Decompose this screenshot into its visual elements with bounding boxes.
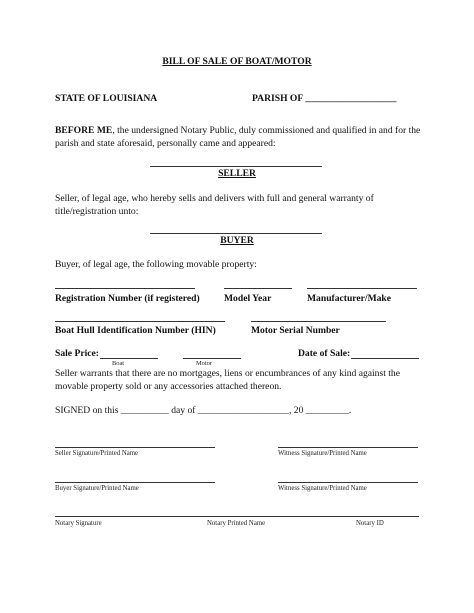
parish-label: PARISH OF ___________________	[252, 93, 397, 104]
seller-signature-line[interactable]	[55, 447, 215, 448]
seller-signature-label: Seller Signature/Printed Name	[55, 450, 139, 457]
motor-price-caption: Motor	[196, 360, 212, 367]
state-label: STATE OF LOUISIANA	[55, 93, 158, 104]
buyer-paragraph: Buyer, of legal age, the following movable property:	[55, 259, 257, 270]
motor-serial-label: Motor Serial Number	[251, 325, 340, 336]
notary-printed-name-label: Notary Printed Name	[207, 520, 266, 527]
boat-price-line[interactable]	[100, 358, 158, 359]
buyer-name-line[interactable]	[150, 233, 322, 234]
motor-price-line[interactable]	[183, 358, 241, 359]
witness2-signature-line[interactable]	[278, 482, 418, 483]
seller-name-line[interactable]	[150, 166, 322, 167]
model-year-line[interactable]	[224, 288, 292, 289]
notary-id-label: Notary ID	[356, 520, 384, 527]
manufacturer-label: Manufacturer/Make	[307, 293, 392, 304]
witness1-signature-line[interactable]	[278, 447, 418, 448]
document-title: BILL OF SALE OF BOAT/MOTOR	[162, 56, 312, 67]
buyer-signature-line[interactable]	[55, 482, 215, 483]
registration-number-line[interactable]	[55, 288, 195, 289]
witness1-signature-label: Witness Signature/Printed Name	[278, 450, 367, 457]
manufacturer-line[interactable]	[307, 288, 417, 289]
boat-price-caption: Boat	[112, 360, 125, 367]
buyer-heading: BUYER	[220, 235, 254, 246]
hin-line[interactable]	[55, 321, 225, 322]
intro-paragraph	[55, 124, 425, 150]
intro-bold: BEFORE ME	[55, 125, 113, 136]
buyer-signature-label: Buyer Signature/Printed Name	[55, 485, 139, 492]
registration-number-label: Registration Number (if registered)	[55, 293, 200, 304]
signed-date-line[interactable]: SIGNED on this __________ day of ___________________, 20 _________.	[55, 405, 352, 416]
seller-heading: SELLER	[218, 168, 256, 179]
date-of-sale-label: Date of Sale:	[298, 348, 351, 359]
intro-text: , the undersigned Notary Public, duly commissioned and qualified in and for the parish and state aforesaid, personally came and appeared:	[55, 125, 421, 149]
model-year-label: Model Year	[224, 293, 272, 304]
motor-serial-line[interactable]	[251, 321, 386, 322]
seller-paragraph: Seller, of legal age, who hereby sells and delivers with full and general warranty of title/registration unto:	[55, 193, 374, 217]
witness2-signature-label: Witness Signature/Printed Name	[278, 485, 367, 492]
notary-signature-label: Notary Signature	[55, 520, 102, 527]
date-of-sale-line[interactable]	[351, 358, 419, 359]
warranty-paragraph: Seller warrants that there are no mortgages, liens or encumbrances of any kind against the movable property sold or any accessories attached thereon.	[55, 368, 400, 392]
hin-label: Boat Hull Identification Number (HIN)	[55, 325, 216, 336]
sale-price-label: Sale Price:	[55, 348, 99, 359]
notary-line[interactable]	[55, 516, 419, 517]
